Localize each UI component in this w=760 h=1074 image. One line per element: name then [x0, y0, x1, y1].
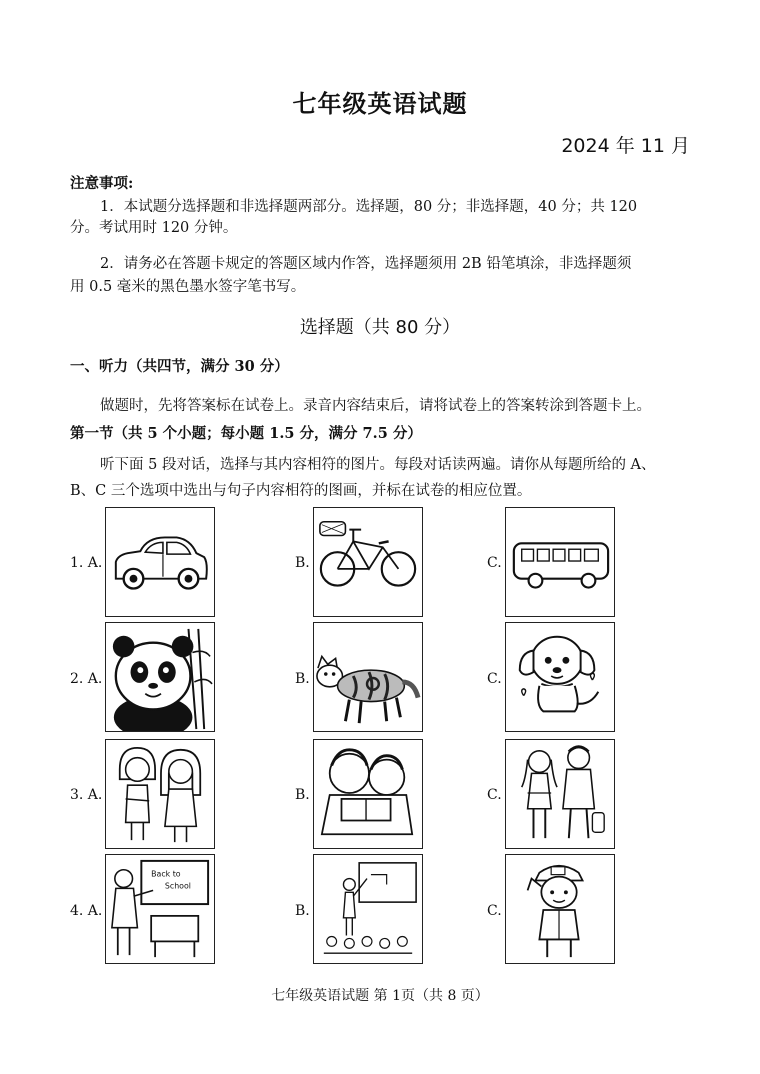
blackboard-text-line-2: School: [164, 881, 191, 891]
question-3-option-a-image[interactable]: [105, 739, 215, 849]
notice-item-1-line-2: 分。考试用时 120 分钟。: [70, 220, 238, 236]
part1-sub-instruction-line-1: 听下面 5 段对话，选择与其内容相符的图片。每段对话读两遍。请你从每题所给的 A、: [100, 457, 656, 473]
question-3-label-c: C.: [487, 787, 502, 803]
page-footer: 七年级英语试题 第 1页（共 8 页）: [271, 988, 489, 1004]
exam-date: 2024 年 11 月: [561, 135, 690, 157]
cat-icon: [314, 623, 422, 731]
part1-sub-instruction-line-2: B、C 三个选项中选出与句子内容相符的图画，并标在试卷的相应位置。: [70, 483, 532, 499]
page-title: 七年级英语试题: [292, 90, 468, 118]
car-icon: [106, 508, 214, 616]
question-2-label-a: 2. A.: [70, 671, 103, 687]
teacher-blackboard-icon: [106, 855, 214, 963]
question-1-option-a-image[interactable]: [105, 507, 215, 617]
question-3-label-b: B.: [295, 787, 310, 803]
part1-heading: 一、听力（共四节，满分 30 分）: [70, 358, 289, 375]
bicycle-icon: [314, 508, 422, 616]
question-4-label-b: B.: [295, 903, 310, 919]
question-2-option-c-image[interactable]: [505, 622, 615, 732]
section-title: 选择题（共 80 分）: [299, 317, 461, 338]
dog-icon: [506, 623, 614, 731]
blackboard-text-line-1: Back to: [151, 869, 181, 879]
question-4-label-c: C.: [487, 903, 502, 919]
two-boys-reading-icon: [314, 740, 422, 848]
question-3-option-c-image[interactable]: [505, 739, 615, 849]
question-1-option-c-image[interactable]: [505, 507, 615, 617]
notice-item-2-line-1: 2．请务必在答题卡规定的答题区域内作答，选择题须用 2B 铅笔填涂，非选择题须: [100, 256, 632, 272]
bus-icon: [506, 508, 614, 616]
teacher-class-icon: [314, 855, 422, 963]
saluting-boy-icon: [506, 855, 614, 963]
question-2-option-b-image[interactable]: [313, 622, 423, 732]
question-4-label-a: 4. A.: [70, 903, 103, 919]
question-1-label-c: C.: [487, 555, 502, 571]
question-3-label-a: 3. A.: [70, 787, 103, 803]
question-4-option-b-image[interactable]: [313, 854, 423, 964]
question-1-label-b: B.: [295, 555, 310, 571]
notice-heading: 注意事项:: [70, 175, 134, 192]
part1-instruction: 做题时，先将答案标在试卷上。录音内容结束后，请将试卷上的答案转涂到答题卡上。: [100, 398, 651, 414]
question-4-option-a-image[interactable]: [105, 854, 215, 964]
part1-sub-heading: 第一节（共 5 个小题；每小题 1.5 分，满分 7.5 分）: [70, 425, 422, 442]
question-2-label-b: B.: [295, 671, 310, 687]
question-2-option-a-image[interactable]: [105, 622, 215, 732]
two-women-icon: [106, 740, 214, 848]
question-4-option-c-image[interactable]: [505, 854, 615, 964]
notice-item-1-line-1: 1．本试题分选择题和非选择题两部分。选择题，80 分；非选择题，40 分；共 120: [100, 199, 638, 215]
notice-item-2-line-2: 用 0.5 毫米的黑色墨水签字笔书写。: [70, 279, 306, 295]
question-1-label-a: 1. A.: [70, 555, 103, 571]
question-3-option-b-image[interactable]: [313, 739, 423, 849]
boy-and-girl-icon: [506, 740, 614, 848]
question-2-label-c: C.: [487, 671, 502, 687]
panda-icon: [106, 623, 214, 731]
question-1-option-b-image[interactable]: [313, 507, 423, 617]
